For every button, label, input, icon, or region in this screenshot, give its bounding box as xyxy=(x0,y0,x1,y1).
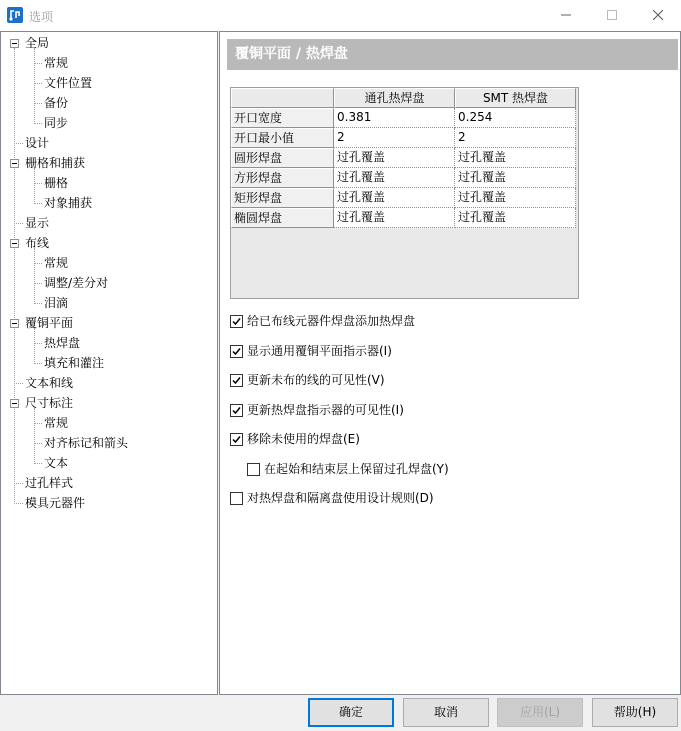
option-label: 在起始和结束层上保留过孔焊盘(Y) xyxy=(264,462,449,476)
options-tree[interactable] xyxy=(0,31,218,695)
checkbox-unchecked[interactable] xyxy=(247,463,260,476)
tree-item-dim-general[interactable]: 常规 xyxy=(44,416,69,430)
close-button[interactable] xyxy=(635,0,681,31)
checkbox-checked[interactable] xyxy=(230,315,243,328)
tree-item-grids-snap[interactable]: 栅格和捕获 xyxy=(25,156,86,170)
grid-cell[interactable]: 过孔覆盖 xyxy=(455,148,576,168)
tree-item-teardrops[interactable]: 泪滴 xyxy=(44,296,69,310)
tree-item-text-lines[interactable]: 文本和线 xyxy=(25,376,74,390)
tree-item-backup[interactable]: 备份 xyxy=(44,96,69,110)
checkbox-checked[interactable] xyxy=(230,374,243,387)
apply-button[interactable]: 应用(L) xyxy=(497,698,583,727)
checkbox-checked[interactable] xyxy=(230,404,243,417)
grid-cell[interactable]: 过孔覆盖 xyxy=(334,168,455,188)
grid-cell[interactable]: 2 xyxy=(334,128,455,148)
title-bar xyxy=(0,0,681,31)
grid-cell[interactable]: 过孔覆盖 xyxy=(334,188,455,208)
grid-row-header: 开口最小值 xyxy=(231,128,334,148)
tree-item-routing[interactable]: 布线 xyxy=(25,236,50,250)
option-label: 移除未使用的焊盘(E) xyxy=(247,432,360,446)
tree-item-copper-plane[interactable]: 覆铜平面 xyxy=(25,316,74,330)
option-label: 显示通用覆铜平面指示器(I) xyxy=(247,344,392,358)
option-label: 更新热焊盘指示器的可见性(I) xyxy=(247,403,404,417)
tree-item-dim-text[interactable]: 文本 xyxy=(44,456,69,470)
tree-item-global[interactable]: 全局 xyxy=(25,36,50,50)
grid-cell[interactable]: 过孔覆盖 xyxy=(455,188,576,208)
tree-item-routing-general[interactable]: 常规 xyxy=(44,256,69,270)
tree-item-general[interactable]: 常规 xyxy=(44,56,69,70)
tree-item-grid[interactable]: 栅格 xyxy=(44,176,69,190)
minimize-button[interactable] xyxy=(543,0,589,31)
tree-item-fill-flood[interactable]: 填充和灌注 xyxy=(44,356,105,370)
maximize-button[interactable] xyxy=(589,0,635,31)
tree-item-thermals[interactable]: 热焊盘 xyxy=(44,336,81,350)
grid-cell[interactable]: 过孔覆盖 xyxy=(455,208,576,228)
options-app-icon xyxy=(7,7,23,23)
option-label: 给已布线元器件焊盘添加热焊盘 xyxy=(247,314,416,328)
option-label: 更新未布的线的可见性(V) xyxy=(247,373,385,387)
option-label: 对热焊盘和隔离盘使用设计规则(D) xyxy=(247,491,434,505)
expander-icon[interactable] xyxy=(10,319,19,328)
grid-column-header: 通孔热焊盘 xyxy=(334,88,455,108)
tree-item-file-locations[interactable]: 文件位置 xyxy=(44,76,93,90)
tree-item-sync[interactable]: 同步 xyxy=(44,116,69,130)
expander-icon[interactable] xyxy=(10,399,19,408)
tree-item-die-components[interactable]: 模具元器件 xyxy=(25,496,86,510)
grid-cell[interactable]: 0.254 xyxy=(455,108,576,128)
grid-cell[interactable]: 过孔覆盖 xyxy=(334,208,455,228)
section-title: 覆铜平面 / 热焊盘 xyxy=(227,39,678,70)
cancel-button[interactable]: 取消 xyxy=(403,698,489,727)
thermal-grid[interactable] xyxy=(230,87,579,299)
checkbox-unchecked[interactable] xyxy=(230,492,243,505)
expander-icon[interactable] xyxy=(10,159,19,168)
grid-row-header: 椭圆焊盘 xyxy=(231,208,334,228)
expander-icon[interactable] xyxy=(10,39,19,48)
grid-corner xyxy=(231,88,334,108)
grid-row-header: 开口宽度 xyxy=(231,108,334,128)
tree-item-tuning-diff-pairs[interactable]: 调整/差分对 xyxy=(44,276,109,290)
grid-row-header: 圆形焊盘 xyxy=(231,148,334,168)
checkbox-checked[interactable] xyxy=(230,345,243,358)
grid-row-header: 矩形焊盘 xyxy=(231,188,334,208)
settings-panel xyxy=(219,31,681,695)
expander-icon[interactable] xyxy=(10,239,19,248)
window-title: 选项 xyxy=(29,10,54,24)
grid-cell[interactable]: 过孔覆盖 xyxy=(455,168,576,188)
grid-cell[interactable]: 2 xyxy=(455,128,576,148)
grid-cell[interactable]: 过孔覆盖 xyxy=(334,148,455,168)
grid-cell[interactable]: 0.381 xyxy=(334,108,455,128)
tree-item-display[interactable]: 显示 xyxy=(25,216,50,230)
help-button[interactable]: 帮助(H) xyxy=(592,698,678,727)
tree-item-design[interactable]: 设计 xyxy=(25,136,50,150)
tree-item-dimensioning[interactable]: 尺寸标注 xyxy=(25,396,74,410)
tree-item-via-styles[interactable]: 过孔样式 xyxy=(25,476,74,490)
grid-row-header: 方形焊盘 xyxy=(231,168,334,188)
ok-button[interactable]: 确定 xyxy=(308,698,394,727)
tree-item-alignment-arrows[interactable]: 对齐标记和箭头 xyxy=(44,436,129,450)
tree-item-object-snap[interactable]: 对象捕获 xyxy=(44,196,93,210)
checkbox-checked[interactable] xyxy=(230,433,243,446)
grid-column-header: SMT 热焊盘 xyxy=(455,88,576,108)
